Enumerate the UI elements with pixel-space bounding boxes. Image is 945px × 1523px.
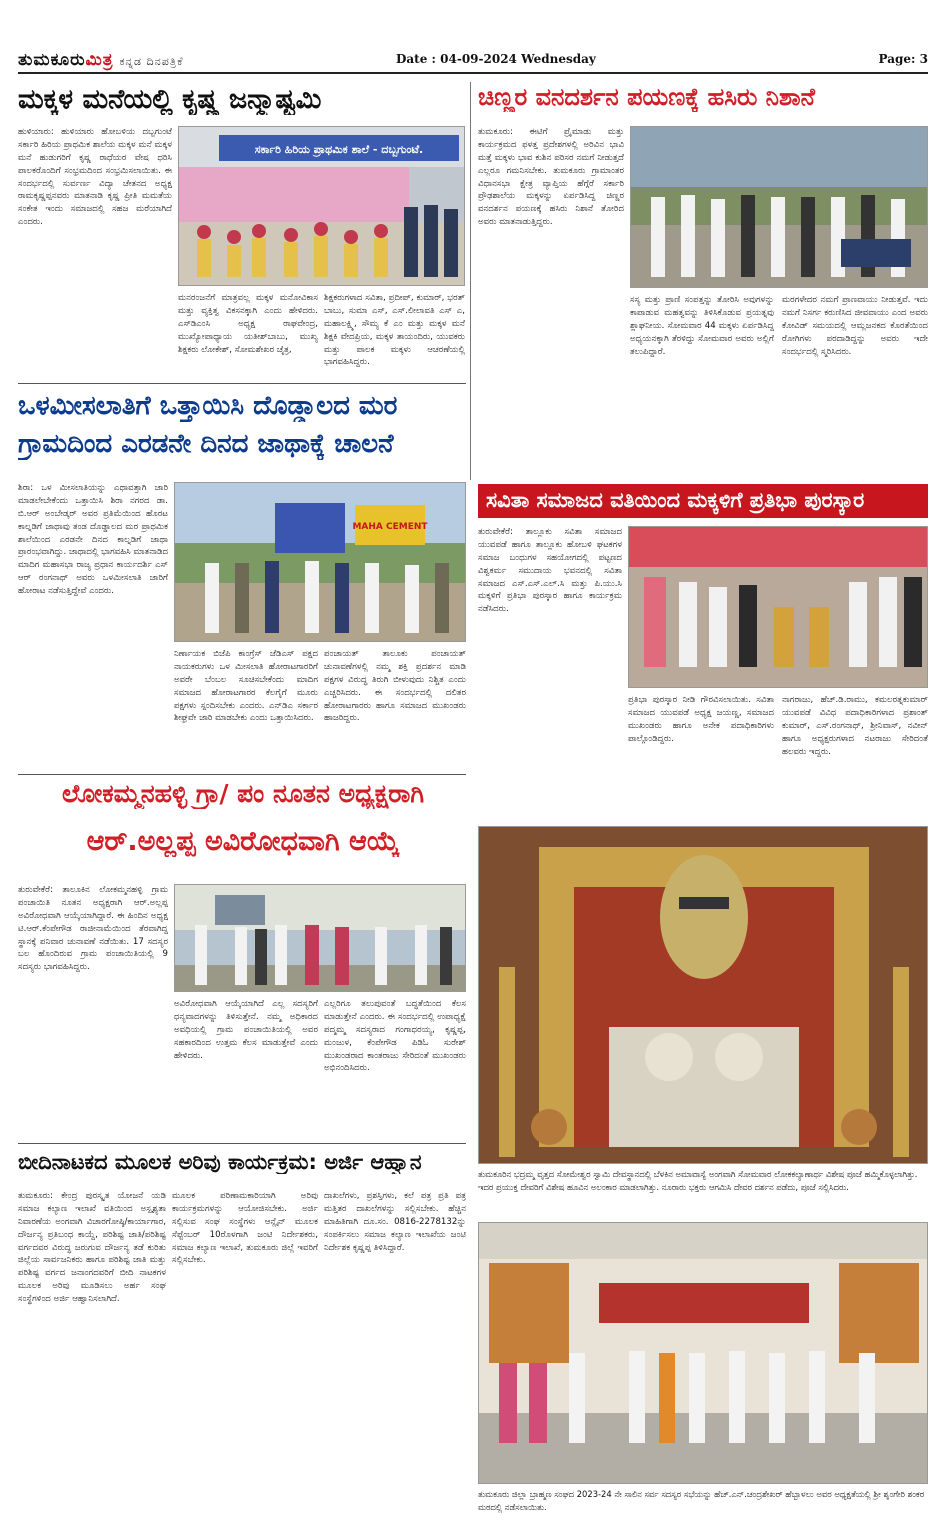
story4-photo: [628, 526, 928, 688]
story6-body: ತುಮಕೂರು: ಕೇಂದ್ರ ಪುರಸ್ಕೃತ ಯೋಜನೆ ಯಡಿ ಸಮಾಜ ಕಲ್ಯಾಣ ಇಲಾಖೆ ವತಿಯಿಂದ ಅಸ್ಪೃಶ್ಯತಾ ನಿವಾರಣೆಯ ಅಂಗವಾಗಿ ವಿಚಾರಗೋಷ್ಠಿ/ಕಾರ್ಯಾಗಾರ, ದೌರ್ಜನ್ಯ ಪ್ರತಿಬಂಧ ಕಾಯ್ದೆ, ಪರಿಶಿಷ್ಟ ಜಾತಿ/ಪರಿಶಿಷ್ಟ ವರ್ಗದವರ ವಿರುದ್ಧ ಜರುಗುವ ದೌರ್ಜನ್ಯ ತಡೆ ಕುರಿತು ಜಿಲ್ಲೆಯ ಸಾರ್ವಜನಿಕರು ಹಾಗೂ ಪರಿಶಿಷ್ಟ ಜಾತಿ ಮತ್ತು ಪರಿಶಿಷ್ಟ ವರ್ಗದ ಜನಾಂಗದವರಿಗೆ ಬೀದಿ ನಾಟಕಗಳ ಮೂಲಕ ಅರಿವು ಮೂಡಿಸಲು ಅರ್ಹ ಸಂಘ ಸಂಸ್ಥೆಗಳಿಂದ ಅರ್ಜಿ ಆಹ್ವಾನಿಸಲಾಗಿದೆ.: [18, 1191, 166, 1305]
story3-body-col3: ಪಂಚಾಯತ್ ತಾಲೂಕು ಪಂಚಾಯತ್ ಚುನಾವಣೆಗಳಲ್ಲಿ ನಮ್ಮ ಶಕ್ತಿ ಪ್ರದರ್ಶನ ಮಾಡಿ ಪಕ್ಷಗಳ ವಿರುದ್ಧ ತಿರುಗಿ ಬೀಳುವುದು ನಿಶ್ಚಿತ ಎಂದು ಎಚ್ಚರಿಸಿದರು. ಈ ಸಂದರ್ಭದಲ್ಲಿ ದಲಿತರ ಹೋರಾಟಗಾರರು ಹಾಗೂ ಸಮಾಜದ ಮುಖಂಡರು ಹಾಜರಿದ್ದರು.: [324, 649, 466, 724]
story1-photo: [178, 126, 465, 286]
deity-decoration-photo: [479, 827, 928, 1164]
story1-body-col2: ಮನರಂಜನೆಗೆ ಮಾತ್ರವಲ್ಲ ಮಕ್ಕಳ ಮನೋವಿಕಾಸ ಮತ್ತು ವ್ಯಕ್ತಿತ್ವ ವಿಕಸನಕ್ಕಾಗಿ ಎಂದು ಹೇಳಿದರು. ಎಸ್‌ಡಿಎಂಸಿ ಅಧ್ಯಕ್ಷ ರಾಘವೇಂದ್ರ, ಮುಖ್ಯೋಪಾಧ್ಯಾಯ ಯತೀಶ್‌ಬಾಬು, ಮುಖ್ಯ ಶಿಕ್ಷಕರು ಲೋಕೇಶ್, ಸೋಮಶೇಖರ ಚೈತ್ರ,: [178, 293, 318, 355]
officials-group-photo: [631, 127, 928, 288]
story1-body: ಹುಳಿಯಾರು: ಹುಳಿಯಾರು ಹೋಬಳಿಯ ದಬ್ಬಗುಂಟೆ ಸರ್ಕಾರಿ ಹಿರಿಯ ಪ್ರಾಥಮಿಕ ಶಾಲೆಯ ಮಕ್ಕಳ ಮನೆ ಮಕ್ಕಳ ಮನೆ ಹುಡುಗರಿಗೆ ಕೃಷ್ಣ ರಾಧೆಯರ ವೇಷ ಧರಿಸಿ ಪಾಲಕರೊಂದಿಗೆ ಸಂಭ್ರಮದಿಂದ ಸಂಭ್ರಮಿಸಲಾಯಿತು. ಈ ಸಂದರ್ಭದಲ್ಲಿ ಸುರ್ವರ್ಣ ವಿದ್ಯಾ ಚೇತನದ ಅಧ್ಯಕ್ಷ ರಾಮಕೃಷ್ಣಪ್ಪನವರು ಮಾತನಾಡಿ ಕೃಷ್ಣ ಪ್ರೀತಿ ಮಮತೆಯ ಸಂಕೇತ ಇಂದು ಸಮಾಜದಲ್ಲಿ ಸಹಜ ಮರೆಯಾಗಿದೆ ಎಂದರು.: [18, 127, 172, 228]
issue-date: Date : 04-09-2024 Wednesday: [396, 52, 596, 66]
page-number: Page: 3: [878, 52, 928, 66]
brand-name-part1: ತುಮಕೂರು: [18, 50, 86, 70]
story2-body: ತುಮಕೂರು: ಈಟಿಗೆ ಪ್ರೈಮಾಡು ಮತ್ತು ಕಾರ್ಯಕ್ರಮದ ಫಳತ್ತ ಪ್ರದೇಶಗಳಲ್ಲಿ ಅರಿವಿನ ಭಾವಿ ಮತ್ತೆ ಮಕ್ಕಳು ಭಾವ ಕುಶಿನ ಪರಿಸರ ನಮಗೆ ನೀಡುತ್ತದೆ ಎಲ್ಲರೂ ಗಮನಿಸಬೇಕು. ತುಮಕೂರು ಗ್ರಾಮಾಂತರ ವಿಧಾನಸಭಾ ಕ್ಷೇತ್ರ ವ್ಯಾಪ್ತಿಯ ಹೆಗ್ಗೆರೆ ಸರ್ಕಾರಿ ಪ್ರೌಢಶಾಲೆಯ ಮಕ್ಕಳನ್ನು ಏರ್ಪಡಿಸಿದ್ದ ಚಿಣ್ಣರ ವನದರ್ಶನ ಪಯಣಕ್ಕೆ ಹಸಿರು ನಿಶಾನೆ ತೋರಿದ ಅವರು ಮಾತನಾಡುತ್ತಿದ್ದರು.: [478, 127, 624, 228]
story2-photo: [630, 126, 928, 288]
panchayat-group-photo: [175, 885, 466, 992]
story1-headline: ಮಕ್ಕಳ ಮನೆಯಲ್ಲಿ ಕೃಷ್ಣ ಜನ್ಮಾಷ್ಟಮಿ: [18, 84, 322, 115]
story3-headline-line1: ಒಳಮೀಸಲಾತಿಗೆ ಒತ್ತಾಯಿಸಿ ದೊಡ್ಡಾಲದ ಮರ: [18, 392, 398, 421]
story3-photo: [174, 482, 466, 642]
story2-headline: ಚಿಣ್ಣರ ವನದರ್ಶನ ಪಯಣಕ್ಕೆ ಹಸಿರು ನಿಶಾನೆ: [478, 84, 815, 111]
sabha-meeting-photo: [478, 1222, 928, 1484]
story6-headline: ಬೀದಿನಾಟಕದ ಮೂಲಕ ಅರಿವು ಕಾರ್ಯಕ್ರಮ: ಅರ್ಜಿ ಆಹ್ವಾನ: [18, 1150, 422, 1174]
newspaper-brand: [18, 50, 183, 70]
story3-headline-line2: ಗ್ರಾಮದಿಂದ ಎರಡನೇ ದಿನದ ಜಾಥಾಕ್ಕೆ ಚಾಲನೆ: [18, 430, 394, 459]
temple-deity-photo: [478, 826, 928, 1164]
section-divider: [18, 383, 466, 384]
brand-subtitle: ಕನ್ನಡ ದಿನಪತ್ರಿಕೆ: [119, 55, 184, 68]
section-divider: [18, 774, 466, 775]
story6-body-col3: ದಾಖಲೆಗಳು, ಪ್ರಶಸ್ತಿಗಳು, ಕಲೆ ಪತ್ರ ಪ್ರತಿ ಪತ್ರ ಮತ್ತಿತರ ದಾಖಲೆಗಳನ್ನು ಸಲ್ಲಿಸಬೇಕು. ಹೆಚ್ಚಿನ ಮಾಹಿತಿಗಾಗಿ ದೂ.ಸಂ. 0816-2278132ನ್ನು ಸಂಪರ್ಕಿಸಲು ಸಮಾಜ ಕಲ್ಯಾಣ ಇಲಾಖೆಯ ಜಂಟಿ ನಿರ್ದೇಶಕ ಕೃಷ್ಣಪ್ಪ ತಿಳಿಸಿದ್ದಾರೆ.: [324, 1191, 466, 1253]
award-ceremony-photo: [629, 527, 928, 688]
story4-body-col2: ಪ್ರತಿಭಾ ಪುರಸ್ಕಾರ ನೀಡಿ ಗೌರವಿಸಲಾಯಿತು. ಸವಿತಾ ಸಮಾಜದ ಯುವಪಡೆ ಅಧ್ಯಕ್ಷ ಜಯಣ್ಣ, ಸಮಾಜದ ಮುಖಂಡರು ಹಾಗೂ ಅನೇಕ ಪದಾಧಿಕಾರಿಗಳು ಪಾಲ್ಗೊಂಡಿದ್ದರು.: [628, 695, 774, 744]
story3-body: ಶಿರಾ: ಒಳ ಮೀಸಲಾತಿಯನ್ನು ಎಥಾವತ್ತಾಗಿ ಜಾರಿ ಮಾಡಲೇಬೇಕೆಂದು ಒತ್ತಾಯಿಸಿ ಶಿರಾ ನಗರದ ಡಾ. ಬಿ.ಆರ್ ಅಂಬೇಡ್ಕರ್ ಅವರ ಪ್ರತಿಮೆಯಿಂದ ಹೊರಟ ಕಾಲ್ನಡಿಗೆ ಜಾಥಾವು ತಂಡ ದೊಡ್ಡಾಲದ ಮರ ಪ್ರಾಥಮಿಕ ಶಾಲೆಯಿಂದ ಎರಡನೇ ದಿನದ ಕಾಲ್ನಡಿಗೆ ಜಾಥಾ ಪ್ರಾರಂಭವಾಗಿದ್ದು. ಜಾಥಾದಲ್ಲಿ ಭಾಗವಹಿಸಿ ಮಾತನಾಡಿದ ಮಾದಿಗ ಮಹಾಸಭಾ ರಾಜ್ಯ ಪ್ರಧಾನ ಕಾರ್ಯದರ್ಶಿ ಎಸ್ ಆರ್ ರಂಗನಾಥ್ ಅವರು ಒಳಮೀಸಲಾತಿ ಜಾರಿಗೆ ಹೋರಾಟ ನಡೆಸುತ್ತಿದ್ದೇವೆ ಎಂದರು.: [18, 483, 168, 597]
masthead: [18, 50, 928, 74]
story5-headline-line1: ಲೋಕಮ್ಮನಹಳ್ಳಿ ಗ್ರಾ/ ಪಂ ನೂತನ ಅಧ್ಯಕ್ಷರಾಗಿ: [61, 780, 425, 808]
story1-body-col3: ಶಿಕ್ಷಕರುಗಳಾದ ಸವಿತಾ, ಪ್ರದೀಪ್, ಕುಮಾರ್, ಭರತ್ ಬಾಬು, ಸುಮಾ ಎಸ್, ಎಸ್.ಲೀಲಾವತಿ ಎಸ್ ಎ, ಮಹಾಲಕ್ಷ್ಮಿ, ಸೌಮ್ಯ ಕೆ ಎಂ ಮತ್ತು ಮಕ್ಕಳ ಮನೆ ಶಿಕ್ಷಕಿ ವೇದಪ್ರಿಯ, ಮಕ್ಕಳ ತಾಯಂದಿರು, ಯುವಕರು ಮತ್ತು ಪಾಲಕ ಮಕ್ಕಳು ಆಚರಣೆಯಲ್ಲಿ ಭಾಗವಹಿಸಿದ್ದರು.: [324, 293, 465, 368]
story4-headline: ಸವಿತಾ ಸಮಾಜದ ವತಿಯಿಂದ ಮಕ್ಕಳಿಗೆ ಪ್ರತಿಭಾ ಪುರಸ್ಕಾರ: [478, 484, 928, 518]
story5-photo: [174, 884, 466, 992]
section-divider: [18, 1143, 466, 1144]
story2-body-col2: ಸಸ್ಯ ಮತ್ತು ಪ್ರಾಣಿ ಸಂಪತ್ತನ್ನು ತೋರಿಸಿ ಅವುಗಳನ್ನು ಕಾಪಾಡುವ ಮಹತ್ವವನ್ನು ತಿಳಿಸಿಕೊಡುವ ಪ್ರಯತ್ನವು ಶ್ಲಾಘನೀಯ. ಸೋಮವಾರ 44 ಮಕ್ಕಳು ಏರ್ಪಡಿಸಿದ್ದ ಅಧ್ಯಯನಕ್ಕಾಗಿ ತೆರಳಿದ್ದು ಸೋಮವಾರ ಅವರು ಅಲ್ಲಿಗೆ ತಲುಪಿದ್ದಾರೆ.: [630, 295, 774, 357]
jatha-rally-photo: [175, 483, 466, 642]
story5-headline-line2: ಆರ್.ಅಲ್ಲಪ್ಪ ಅವಿರೋಧವಾಗಿ ಆಯ್ಕೆ: [86, 826, 400, 857]
story2-body-col3: ಮರಗಳೇದರ ನಮಗೆ ಪ್ರಾಣವಾಯು ನೀಡುತ್ತವೆ. ಇದು ನಮಗೆ ನಿಸರ್ಗ ಕರುಣಿಸಿದ ಜೀವವಾಯು ಎಂದ ಅವರು ಕೋವಿಡ್ ಸಮಯದಲ್ಲಿ ಆಮ್ಲಜನಕದ ಕೊರತೆಯಿಂದ ರೋಗಿಗಳು ಪರದಾಡಿದ್ದನ್ನು ಅವರು ಇದೇ ಸಂದರ್ಭದಲ್ಲಿ ಸ್ಮರಿಸಿದರು.: [782, 295, 928, 357]
story4-body: ತುರುವೇಕೆರೆ: ತಾಲ್ಲೂಕು ಸವಿತಾ ಸಮಾಜದ ಯುವಪಡೆ ಹಾಗೂ ತಾಲ್ಲೂಕು ಹೋಬಳಿ ಘಟಕಗಳ ಸಮಾಜ ಬಂಧುಗಳ ಸಹಯೋಗದಲ್ಲಿ ಪಟ್ಟಣದ ವಿಶ್ವಕರ್ಮ ಸಮುದಾಯ ಭವನದಲ್ಲಿ ಸವಿತಾ ಸಮಾಜದ ಎಸ್.ಎಸ್.ಎಲ್.ಸಿ ಮತ್ತು ಪಿ.ಯು.ಸಿ ಮಕ್ಕಳಿಗೆ ಪ್ರತಿಭಾ ಪುರಸ್ಕಾರ ಹಾಗೂ ಕಾರ್ಯಕ್ರಮ ನಡೆಸಿದರು.: [478, 527, 622, 615]
school-sign-text: ಸರ್ಕಾರಿ ಹಿರಿಯ ಪ್ರಾಥಮಿಕ ಶಾಲೆ - ದಬ್ಬಗುಂಟೆ.: [254, 143, 424, 156]
story6-body-col2: ಮೂಲಕ ಪರಿಣಾಮಕಾರಿಯಾಗಿ ಅರಿವು ಕಾರ್ಯಕ್ರಮಗಳನ್ನು ಆಯೋಜಿಸಬೇಕು. ಅರ್ಜಿ ಸಲ್ಲಿಸುವ ಸಂಘ ಸಂಸ್ಥೆಗಳು ಆನ್ಲೈನ್ ಮೂಲಕ ಸೆಪ್ಟೆಂಬರ್ 10ರೊಳಗಾಗಿ ಜಂಟಿ ನಿರ್ದೇಶಕರು, ಸಮಾಜ ಕಲ್ಯಾಣ ಇಲಾಖೆ, ತುಮಕೂರು ಜಿಲ್ಲೆ ಇವರಿಗೆ ಸಲ್ಲಿಸಬೇಕು.: [172, 1191, 318, 1266]
general-body-meeting-photo: [479, 1223, 928, 1484]
story3-body-col2: ನಿರ್ಣಾಯಕ ಬಿಜೆಪಿ ಕಾಂಗ್ರೆಸ್ ಜೆಡಿಎಸ್ ಪಕ್ಷದ ನಾಯಕರುಗಳು ಒಳ ಮೀಸಲಾತಿ ಹೋರಾಟಗಾರರಿಗೆ ಅವರೇ ಬೆಂಬಲ ಸೂಚಿಸಬೇಕೆಂದು ಮಾದಿಗ ಸಮಾಜದ ಹೋರಾಟಗಾರರ ಕೆಲಗೈಗೆ ಮೂರು ಪಕ್ಷಗಳು ಸ್ಪಂದಿಸಬೇಕು ಎಂದರು. ಎನ್‌ಡಿಎ ಸರ್ಕಾರ ಶೀಘ್ರವೇ ಜಾರಿ ಮಾಡಬೇಕು ಎಂದು ಒತ್ತಾಯಿಸಿದರು.: [174, 649, 318, 724]
brand-name-part2: ಮಿತ್ರ: [85, 50, 114, 70]
column-divider: [470, 82, 471, 480]
school-children-photo: [179, 127, 465, 286]
story5-body: ತುರುವೇಕೆರೆ: ತಾಲೂಕಿನ ಲೋಕಮ್ಮನಹಳ್ಳಿ ಗ್ರಾಮ ಪಂಚಾಯಿತಿ ನೂತನ ಅಧ್ಯಕ್ಷರಾಗಿ ಆರ್.ಅಲ್ಲಪ್ಪ ಅವಿರೋಧವಾಗಿ ಆಯ್ಕೆಯಾಗಿದ್ದಾರೆ. ಈ ಹಿಂದಿನ ಅಧ್ಯಕ್ಷ ಟಿ.ಆರ್.ಕೆಂಪೇಗೌಡ ರಾಜೀನಾಮೆಯಿಂದ ತೆರವಾಗಿದ್ದ ಸ್ಥಾನಕ್ಕೆ ಪನಿವಾರ ಚುನಾವಣೆ ನಡೆಯಿತು. 17 ಸದಸ್ಯರ ಬಲ ಹೊಂದಿರುವ ಗ್ರಾಮ ಪಂಚಾಯಿತಿಯಲ್ಲಿ 9 ಸದಸ್ಯರು ಭಾಗವಹಿಸಿದ್ದರು.: [18, 885, 168, 973]
story4-body-col3: ನಾಗರಾಜು, ಹೆಚ್.ಡಿ.ರಾಮು, ಕಮಲರತ್ನಕುಮಾರ್ ಯುವಪಡೆ ವಿವಿಧ ಪದಾಧಿಕಾರಿಗಳಾದ ಪ್ರಶಾಂತ್ ಕುಮಾರ್, ಎಸ್.ರಂಗನಾಥ್, ಶ್ರೀನಿವಾಸ್, ನವೀನ್ ಹಾಗೂ ಅಧ್ಯಕ್ಷರುಗಳಾದ ನಟರಾಜು ಸೇರಿದಂತೆ ಹಲವರು ಇದ್ದರು.: [782, 695, 928, 757]
meeting-photo-caption: ತುಮಕೂರು ಜಿಲ್ಲಾ ಬ್ರಾಹ್ಮಣ ಸಂಘದ 2023-24 ನೇ ಸಾಲಿನ ಸರ್ವ ಸದಸ್ಯರ ಸಭೆಯನ್ನು ಹೆಚ್.ಎನ್.ಚಂದ್ರಶೇಖರ್ ಹೆಬ್ಬಾಳಲು ಅವರ ಅಧ್ಯಕ್ಷತೆಯಲ್ಲಿ ಶ್ರೀ ಶೃಂಗೇರಿ ಶಂಕರ ಮಠದಲ್ಲಿ ನಡೆಸಲಾಯಿತು.: [478, 1489, 925, 1512]
story5-body-col2: ಅವಿರೋಧವಾಗಿ ಆಯ್ಕೆಯಾಗಿದೆ ಎಲ್ಲ ಸದಸ್ಯರಿಗೆ ಧನ್ಯವಾದಗಳನ್ನು ತಿಳಿಸುತ್ತೇನೆ. ನಮ್ಮ ಅಧಿಕಾರದ ಅವಧಿಯಲ್ಲಿ ಗ್ರಾಮ ಪಂಚಾಯಿತಿಯಲ್ಲಿ ಅವರ ಸಹಕಾರದಿಂದ ಉತ್ತಮ ಕೆಲಸ ಮಾಡುತ್ತೇವೆ ಎಂದು ಹೇಳಿದರು.: [174, 999, 318, 1061]
story5-body-col3: ಎಲ್ಲರಿಗೂ ತಲುಪುವಂತೆ ಬದ್ಧತೆಯಿಂದ ಕೆಲಸ ಮಾಡುತ್ತೇನೆ ಎಂದರು. ಈ ಸಂದರ್ಭದಲ್ಲಿ ಉಪಾಧ್ಯಕ್ಷೆ ಪದ್ಮಮ್ಮ ಸದಸ್ಯರಾದ ಗಂಗಾಧರಯ್ಯ, ಕೃಷ್ಣಪ್ಪ, ಮಂಜುಳ, ಕೆಂಪೇಗೌಡ ಪಿಡಿಓ ಸುರೇಶ್ ಮುಖಂಡರಾದ ಕಾಂತರಾಜು ಸೇರಿದಂತೆ ಮುಖಂಡರು ಅಭಿನಂದಿಸಿದರು.: [324, 999, 466, 1074]
temple-photo-caption: ತುಮಕೂರಿನ ಭದ್ರಮ್ಮ ವೃತ್ತದ ಸೋಮೇಶ್ವರ ಸ್ವಾಮಿ ದೇವಸ್ಥಾನದಲ್ಲಿ ಬೆಳಕಿನ ಅಮಾವಾಸ್ಯೆ ಅಂಗವಾಗಿ ಸೋಮವಾರ ಲೋಕಕಲ್ಯಾಣಾರ್ಥ ವಿಶೇಷ ಪೂಜೆ ಹಮ್ಮಿಕೊಳ್ಳಲಾಗಿತ್ತು. ಇದರ ಪ್ರಯುಕ್ತ ದೇವರಿಗೆ ವಿಶೇಷ ಹೂವಿನ ಅಲಂಕಾರ ಮಾಡಲಾಗಿತ್ತು. ನೂರಾರು ಭಕ್ತರು ಆಗಮಿಸಿ ದೇವರ ದರ್ಶನ ಪಡೆದು, ಪೂಜೆ ಸಲ್ಲಿಸಿದರು.: [478, 1169, 918, 1192]
billboard-text: MAHA CEMENT: [352, 522, 428, 532]
